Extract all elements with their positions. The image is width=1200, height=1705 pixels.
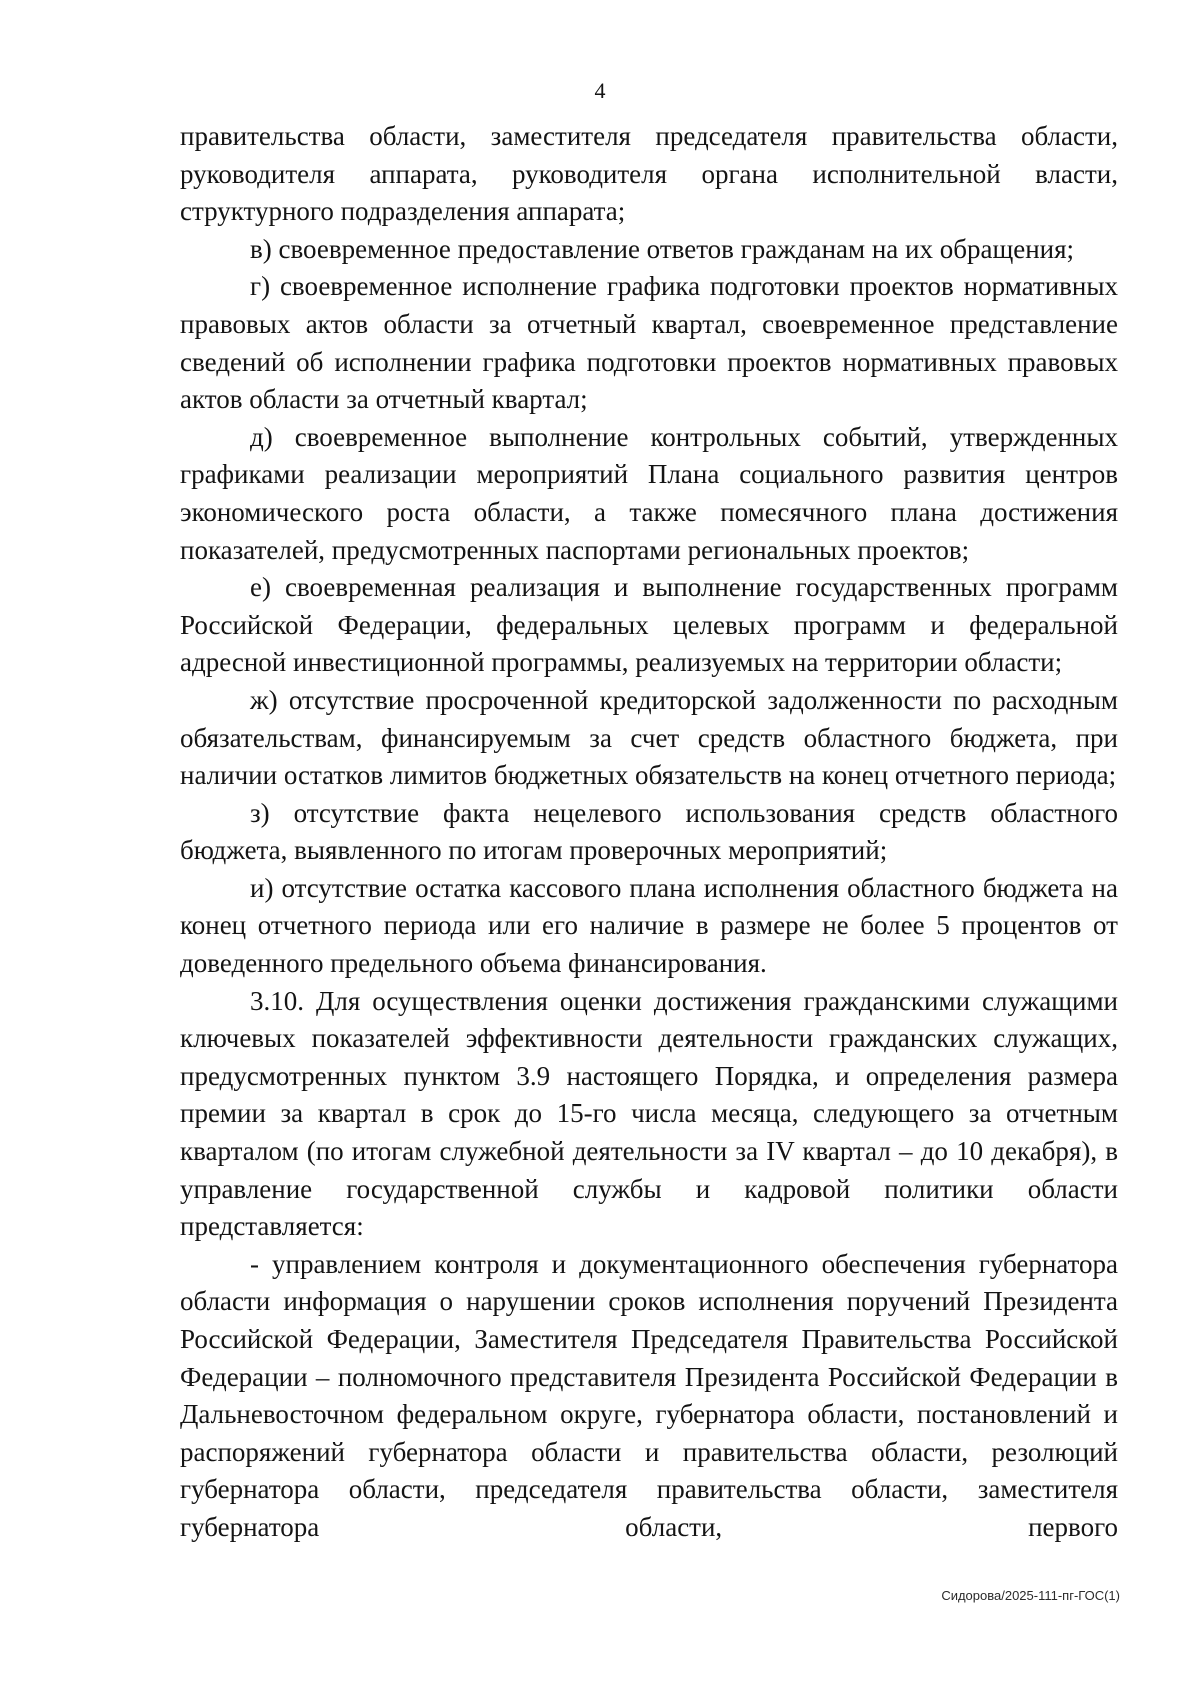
paragraph-item-e: е) своевременная реализация и выполнение государственных программ Российской Федерации, федеральных целевых программ и федеральной адресной инвестиционной программы, реализуемых на территории области;: [180, 572, 1118, 678]
paragraph-clause-3-10: 3.10. Для осуществления оценки достижения гражданскими служащими ключевых показателей эффективности деятельности гражданских служащих, предусмотренных пунктом 3.9 настоящего Порядка, и определения размера премии за квартал в срок до 15-го числа месяца, следующего за отчетным кварталом (по итогам служебной деятельности за IV квартал – до 10 декабря), в управление государственной службы и кадровой политики области представляется:: [180, 985, 1118, 1242]
paragraph-item-zh: ж) отсутствие просроченной кредиторской задолженности по расходным обязательствам, финансируемым за счет средств областного бюджета, при наличии остатков лимитов бюджетных обязательств на конец отчетного периода;: [180, 684, 1118, 791]
document-body: [180, 118, 1118, 1547]
page-number: 4: [594, 78, 606, 103]
paragraph-item-i: и) отсутствие остатка кассового плана исполнения областного бюджета на конец отчетного периода или его наличие в размере не более 5 процентов от доведенного предельного объема финансирования.: [180, 872, 1118, 979]
paragraph-item-g: г) своевременное исполнение графика подготовки проектов нормативных правовых актов области за отчетный квартал, своевременное представление сведений об исполнении графика подготовки проектов нормативных правовых актов области за отчетный квартал;: [180, 271, 1118, 415]
paragraph-continuation: правительства области, заместителя председателя правительства области, руководителя аппарата, руководителя органа исполнительной власти, структурного подразделения аппарата;: [180, 121, 1118, 227]
document-code: Сидорова/2025-111-пг-ГОС(1): [941, 1588, 1120, 1603]
paragraph-item-z: з) отсутствие факта нецелевого использования средств областного бюджета, выявленного по итогам проверочных мероприятий;: [180, 797, 1118, 866]
paragraph-item-v: в) своевременное предоставление ответов гражданам на их обращения;: [250, 233, 1075, 264]
paragraph-item-d: д) своевременное выполнение контрольных событий, утвержденных графиками реализации мероприятий Плана социального развития центров экономического роста области, а также помесячного плана достижения показателей, предусмотренных паспортами региональных проектов;: [180, 421, 1118, 565]
paragraph-dash-item: - управлением контроля и документационного обеспечения губернатора области информация о нарушении сроков исполнения поручений Президента Российской Федерации, Заместителя Председателя Правительства Российской Федерации – полномочного представителя Президента Российской Федерации в Дальневосточном федеральном округе, губернатора области, постановлений и распоряжений губернатора области и правительства области, резолюций губернатора области, председателя правительства области, заместителя губернатора области, первого: [180, 1248, 1118, 1542]
